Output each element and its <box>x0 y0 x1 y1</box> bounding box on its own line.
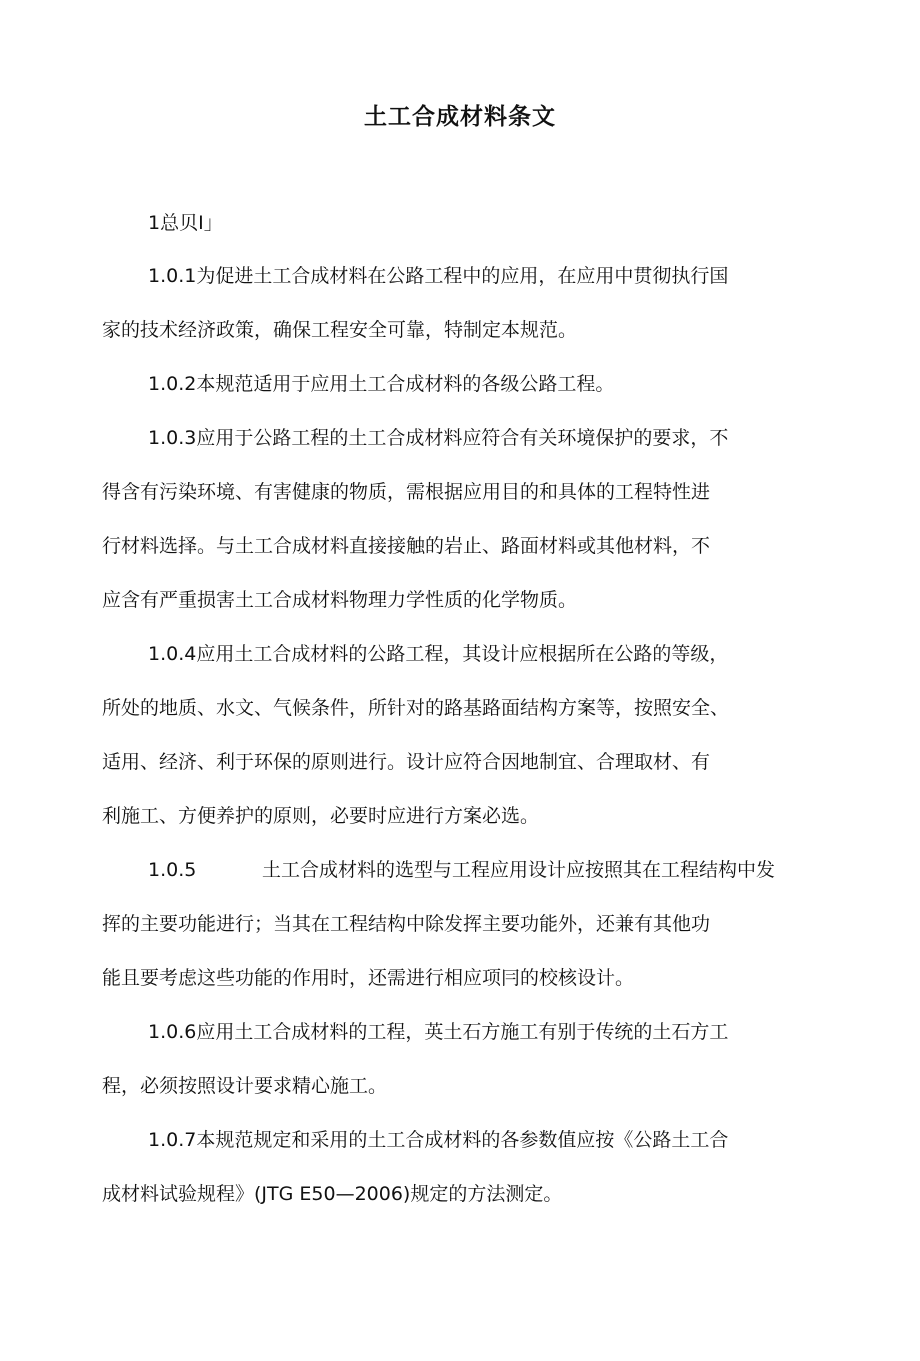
clause-1-0-5-line-2: 挥的主要功能进行；当其在工程结构中除发挥主要功能外，还兼有其他功 <box>102 913 711 935</box>
clause-1-0-3-line-3: 行材料选择。与土工合成材料直接接触的岩止、路面材料或其他材料，不 <box>102 535 711 557</box>
document-title: 土工合成材料条文 <box>364 104 556 130</box>
clause-1-0-4-line-1: 1.0.4应用土工合成材料的公路工程，其设计应根据所在公路的等级， <box>148 643 729 665</box>
clause-1-0-7-line-1: 1.0.7本规范规定和采用的土工合成材料的各参数值应按《公路土工合 <box>148 1129 729 1151</box>
clause-1-0-1-line-1: 1.0.1为促进土工合成材料在公路工程中的应用，在应用中贯彻执行国 <box>148 265 729 287</box>
clause-1-0-6-line-2: 程，必须按照设计要求精心施工。 <box>102 1075 388 1097</box>
clause-1-0-1-line-2: 家的技术经济政策，确保工程安全可靠，特制定本规范。 <box>102 319 578 341</box>
clause-1-0-3-line-2: 得含有污染环境、有害健康的物质，需根据应用目的和具体的工程特性进 <box>102 481 711 503</box>
clause-1-0-3-line-4: 应含有严重损害土工合成材料物理力学性质的化学物质。 <box>102 589 578 611</box>
clause-1-0-2-line-1: 1.0.2本规范适用于应用土工合成材料的各级公路工程。 <box>148 373 615 395</box>
clause-1-0-5-line-1: 土工合成材料的选型与工程应用设计应按照其在工程结构中发 <box>262 859 776 881</box>
clause-1-0-3-line-1: 1.0.3应用于公路工程的土工合成材料应符合有关环境保护的要求，不 <box>148 427 729 449</box>
clause-1-0-6-line-1: 1.0.6应用土工合成材料的工程，英土石方施工有别于传统的土石方工 <box>148 1021 729 1043</box>
clause-1-0-7-line-2: 成材料试验规程》(JTG E50—2006)规定的方法测定。 <box>102 1183 563 1205</box>
clause-1-0-5-line-3: 能且要考虑这些功能的作用时，还需进行相应项冃的校核设计。 <box>102 967 635 989</box>
clause-1-0-4-line-3: 适用、经济、利于环保的原则进行。设计应符合因地制宜、合理取材、有 <box>102 751 711 773</box>
clause-1-0-4-line-2: 所处的地质、水文、气候条件，所针对的路基路面结构方案等，按照安全、 <box>102 697 730 719</box>
clause-1-0-4-line-4: 利施工、方便养护的原则，必要时应进行方案必选。 <box>102 805 540 827</box>
clause-1-0-5-number: 1.0.5 <box>148 859 197 881</box>
section-heading: 1总贝I」 <box>148 212 223 234</box>
